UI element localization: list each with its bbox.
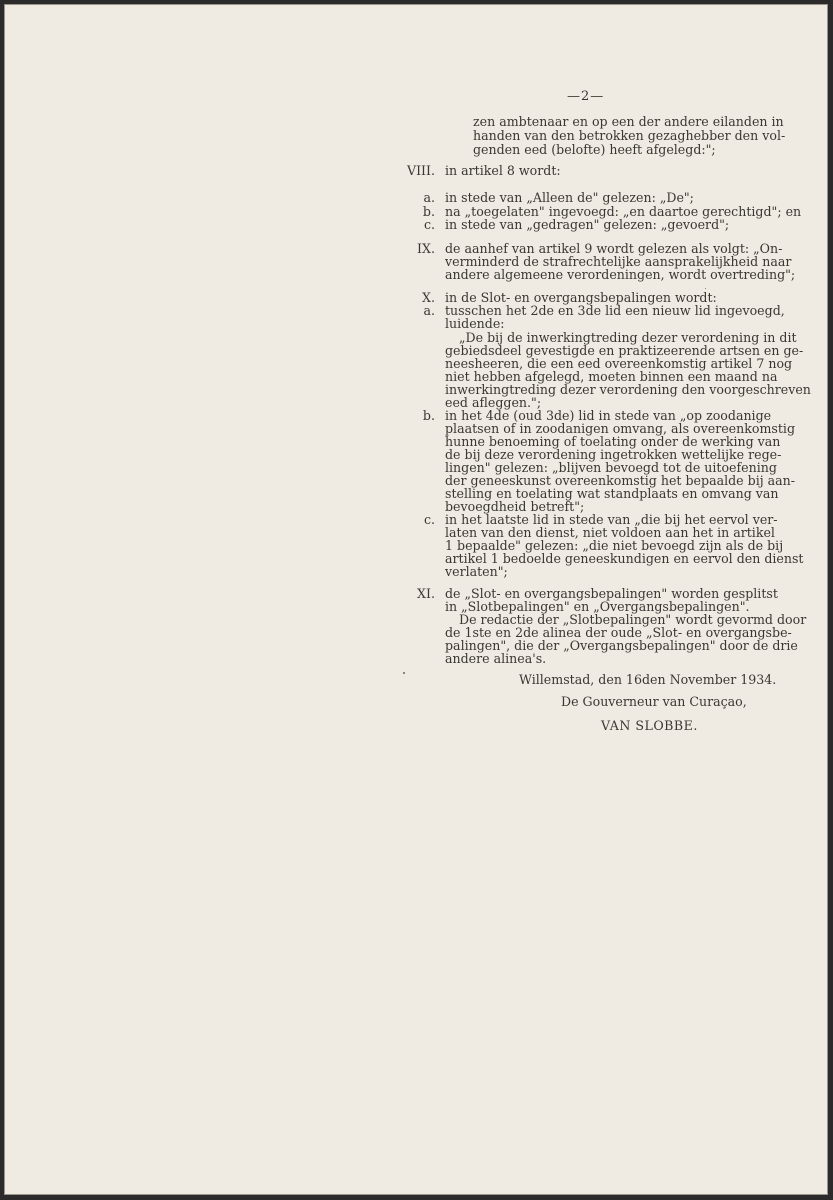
item-text: na „toegelaten" ingevoegd: „en daartoe gerechtigd"; en	[445, 204, 802, 219]
paper-speck	[403, 672, 405, 674]
item-text: artikel 1 bedoelde geneeskundigen en eervol den dienst	[445, 551, 804, 566]
item-label: c.	[423, 217, 435, 232]
item-text: in stede van „gedragen" gelezen: „gevoerd";	[445, 217, 730, 232]
document-page	[4, 4, 828, 1195]
item-text: de bij deze verordening ingetrokken wettelijke rege-	[445, 447, 782, 462]
place-date: Willemstad, den 16den November 1934.	[519, 672, 777, 687]
quote-line: „De bij de inwerkingtreding dezer verordening in dit	[459, 330, 797, 345]
quote-line: inwerkingtreding dezer verordening den voorgeschreven	[445, 382, 811, 397]
section-heading-x: in de Slot- en overgangsbepalingen wordt:	[445, 290, 717, 305]
item-text: luidende:	[445, 316, 505, 331]
item-label: c.	[423, 512, 435, 527]
paper-speck	[705, 288, 706, 289]
item-text: tusschen het 2de en 3de lid een nieuw lid ingevoegd,	[445, 303, 785, 318]
item-text: 1 bepaalde" gelezen: „die niet bevoegd zijn als de bij	[445, 538, 784, 553]
quote-line: neesheeren, die een eed overeenkomstig artikel 7 nog	[445, 356, 793, 371]
item-text: stelling en toelating wat standplaats en omvang van	[445, 486, 779, 501]
item-text: lingen" gelezen: „blijven bevoegd tot de uitoefening	[445, 460, 777, 475]
quote-line: niet hebben afgelegd, moeten binnen een maand na	[445, 369, 778, 384]
section-text-ix: verminderd de strafrechtelijke aansprakelijkheid naar	[445, 254, 792, 269]
item-text: in stede van „Alleen de" gelezen: „De";	[445, 190, 694, 205]
section-text-ix: de aanhef van artikel 9 wordt gelezen als volgt: „On-	[445, 241, 783, 256]
section-label-viii: VIII.	[406, 163, 435, 178]
quote-line: gebiedsdeel gevestigde en praktizeerende artsen en ge-	[445, 343, 804, 358]
item-text: laten van den dienst, niet voldoen aan het in artikel	[445, 525, 775, 540]
intro-line: handen van den betrokken gezaghebber den vol-	[473, 128, 786, 143]
paragraph-line: De redactie der „Slotbepalingen" wordt gevormd door	[459, 612, 807, 627]
section-label-xi: XI.	[417, 586, 435, 601]
section-text-xi: in „Slotbepalingen" en „Overgangsbepalingen".	[445, 599, 750, 614]
item-text: plaatsen of in zoodanigen omvang, als overeenkomstig	[445, 421, 796, 436]
item-label: b.	[422, 408, 435, 423]
section-heading-viii: in artikel 8 wordt:	[445, 163, 561, 178]
item-label: a.	[423, 303, 435, 318]
signatory-title: De Gouverneur van Curaçao,	[561, 694, 747, 709]
intro-line: genden eed (belofte) heeft afgelegd:";	[473, 142, 716, 157]
item-text: verlaten";	[445, 564, 508, 579]
item-text: in het laatste lid in stede van „die bij het eervol ver-	[445, 512, 778, 527]
paragraph-line: andere alinea's.	[445, 651, 547, 666]
item-text: der geneeskunst overeenkomstig het bepaalde bij aan-	[445, 473, 796, 488]
section-text-xi: de „Slot- en overgangsbepalingen" worden gesplitst	[445, 586, 778, 601]
intro-line: zen ambtenaar en op een der andere eilanden in	[473, 114, 784, 129]
section-label-x: X.	[422, 290, 435, 305]
item-label: b.	[422, 204, 435, 219]
signatory-name: VAN SLOBBE.	[601, 718, 698, 733]
item-label: a.	[423, 190, 435, 205]
section-text-ix: andere algemeene verordeningen, wordt overtreding";	[445, 267, 796, 282]
page-number: —2—	[567, 89, 605, 104]
item-text: bevoegdheid betreft";	[445, 499, 585, 514]
paragraph-line: de 1ste en 2de alinea der oude „Slot- en overgangsbe-	[445, 625, 792, 640]
item-text: hunne benoeming of toelating onder de werking van	[445, 434, 781, 449]
item-text: in het 4de (oud 3de) lid in stede van „op zoodanige	[445, 408, 772, 423]
paragraph-line: palingen", die der „Overgangsbepalingen" door de drie	[445, 638, 798, 653]
section-label-ix: IX.	[417, 241, 435, 256]
quote-line: eed afleggen.";	[445, 395, 542, 410]
